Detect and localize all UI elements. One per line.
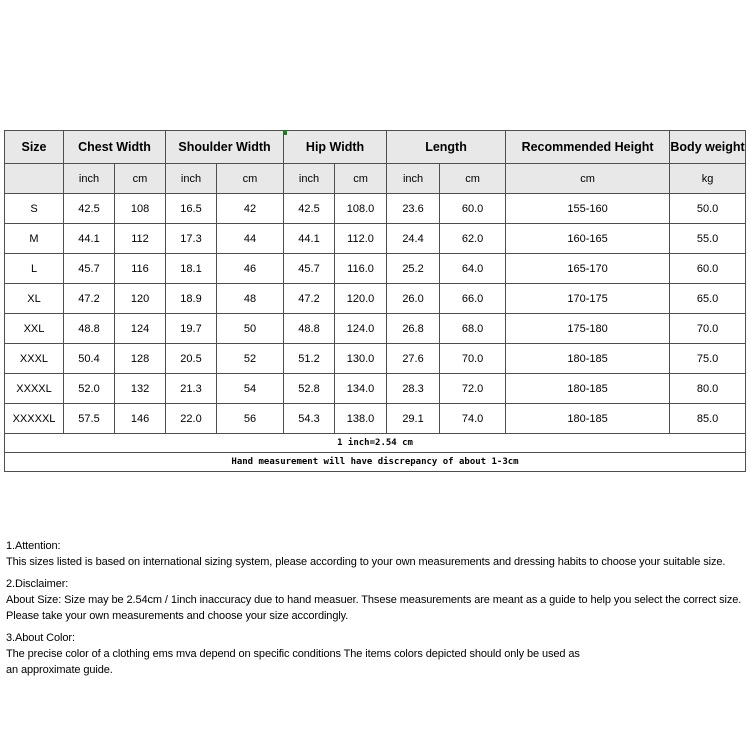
size-label-cell: S	[5, 194, 64, 224]
value-cell: 48	[217, 284, 284, 314]
value-cell: 108.0	[335, 194, 387, 224]
value-cell: 47.2	[284, 284, 335, 314]
value-cell: 42	[217, 194, 284, 224]
note-section-2	[6, 576, 750, 624]
table-row	[5, 404, 746, 434]
value-cell: 170-175	[506, 284, 670, 314]
value-cell: 51.2	[284, 344, 335, 374]
value-cell: 18.9	[166, 284, 217, 314]
value-cell: 44.1	[284, 224, 335, 254]
value-cell: 29.1	[387, 404, 440, 434]
value-cell: 19.7	[166, 314, 217, 344]
size-label-cell: XXXL	[5, 344, 64, 374]
col-unit-header-2: cm	[115, 164, 166, 194]
value-cell: 138.0	[335, 404, 387, 434]
col-group-header-2: Shoulder Width	[166, 131, 284, 164]
size-label-cell: XXL	[5, 314, 64, 344]
col-group-header-3: Hip Width	[284, 131, 387, 164]
table-row	[5, 254, 746, 284]
value-cell: 45.7	[284, 254, 335, 284]
note-line: About Size: Size may be 2.54cm / 1inch inaccuracy due to hand measuer. Thsese measurements are meant as a guide to help you select the correct size.	[6, 594, 742, 606]
col-unit-header-3: inch	[166, 164, 217, 194]
value-cell: 180-185	[506, 404, 670, 434]
header-unit-row	[5, 164, 746, 194]
note-heading: 3.About Color:	[6, 632, 75, 644]
value-cell: 62.0	[440, 224, 506, 254]
value-cell: 45.7	[64, 254, 115, 284]
value-cell: 134.0	[335, 374, 387, 404]
table-row	[5, 284, 746, 314]
value-cell: 70.0	[440, 344, 506, 374]
value-cell: 116	[115, 254, 166, 284]
value-cell: 47.2	[64, 284, 115, 314]
value-cell: 27.6	[387, 344, 440, 374]
value-cell: 16.5	[166, 194, 217, 224]
value-cell: 26.0	[387, 284, 440, 314]
col-unit-header-0	[5, 164, 64, 194]
footnote-cell: 1 inch=2.54 cm	[5, 434, 746, 453]
value-cell: 22.0	[166, 404, 217, 434]
value-cell: 160-165	[506, 224, 670, 254]
col-unit-header-10: kg	[670, 164, 746, 194]
value-cell: 50.0	[670, 194, 746, 224]
value-cell: 42.5	[284, 194, 335, 224]
table-row	[5, 374, 746, 404]
col-unit-header-4: cm	[217, 164, 284, 194]
value-cell: 155-160	[506, 194, 670, 224]
size-chart-header	[5, 131, 746, 194]
col-group-header-0: Size	[5, 131, 64, 164]
value-cell: 85.0	[670, 404, 746, 434]
value-cell: 180-185	[506, 374, 670, 404]
value-cell: 146	[115, 404, 166, 434]
col-group-header-6: Body weight	[670, 131, 746, 164]
footnote-cell: Hand measurement will have discrepancy of about 1-3cm	[5, 453, 746, 472]
value-cell: 55.0	[670, 224, 746, 254]
value-cell: 52.8	[284, 374, 335, 404]
value-cell: 120	[115, 284, 166, 314]
value-cell: 25.2	[387, 254, 440, 284]
value-cell: 60.0	[670, 254, 746, 284]
green-cell-marker-icon	[283, 130, 287, 135]
col-group-header-1: Chest Width	[64, 131, 166, 164]
value-cell: 52.0	[64, 374, 115, 404]
value-cell: 20.5	[166, 344, 217, 374]
value-cell: 130.0	[335, 344, 387, 374]
col-unit-header-6: cm	[335, 164, 387, 194]
size-label-cell: XXXXL	[5, 374, 64, 404]
value-cell: 80.0	[670, 374, 746, 404]
value-cell: 112	[115, 224, 166, 254]
note-line: The precise color of a clothing ems mva depend on specific conditions The items colors depicted should only be used as	[6, 648, 580, 660]
footnote-row	[5, 434, 746, 453]
value-cell: 54.3	[284, 404, 335, 434]
value-cell: 108	[115, 194, 166, 224]
value-cell: 46	[217, 254, 284, 284]
table-row	[5, 344, 746, 374]
value-cell: 65.0	[670, 284, 746, 314]
notes-section	[6, 538, 750, 684]
value-cell: 165-170	[506, 254, 670, 284]
value-cell: 56	[217, 404, 284, 434]
value-cell: 23.6	[387, 194, 440, 224]
footnote-row	[5, 453, 746, 472]
value-cell: 28.3	[387, 374, 440, 404]
value-cell: 124	[115, 314, 166, 344]
value-cell: 75.0	[670, 344, 746, 374]
note-section-1	[6, 538, 750, 570]
value-cell: 124.0	[335, 314, 387, 344]
note-line: This sizes listed is based on international sizing system, please according to your own measurements and dressing habits to choose your suitable size.	[6, 556, 726, 568]
size-label-cell: XL	[5, 284, 64, 314]
note-line: an approximate guide.	[6, 664, 113, 676]
value-cell: 54	[217, 374, 284, 404]
col-group-header-5: Recommended Height	[506, 131, 670, 164]
table-row	[5, 194, 746, 224]
value-cell: 120.0	[335, 284, 387, 314]
value-cell: 128	[115, 344, 166, 374]
value-cell: 21.3	[166, 374, 217, 404]
size-chart-body	[5, 194, 746, 472]
value-cell: 57.5	[64, 404, 115, 434]
size-label-cell: M	[5, 224, 64, 254]
col-unit-header-7: inch	[387, 164, 440, 194]
col-unit-header-8: cm	[440, 164, 506, 194]
size-chart-table	[4, 130, 746, 472]
value-cell: 44.1	[64, 224, 115, 254]
value-cell: 17.3	[166, 224, 217, 254]
col-unit-header-9: cm	[506, 164, 670, 194]
value-cell: 50	[217, 314, 284, 344]
value-cell: 112.0	[335, 224, 387, 254]
value-cell: 60.0	[440, 194, 506, 224]
table-row	[5, 314, 746, 344]
value-cell: 72.0	[440, 374, 506, 404]
value-cell: 48.8	[284, 314, 335, 344]
value-cell: 44	[217, 224, 284, 254]
col-unit-header-5: inch	[284, 164, 335, 194]
value-cell: 52	[217, 344, 284, 374]
size-label-cell: L	[5, 254, 64, 284]
value-cell: 18.1	[166, 254, 217, 284]
col-group-header-4: Length	[387, 131, 506, 164]
size-label-cell: XXXXXL	[5, 404, 64, 434]
value-cell: 66.0	[440, 284, 506, 314]
note-section-3	[6, 630, 750, 678]
note-heading: 1.Attention:	[6, 540, 61, 552]
value-cell: 42.5	[64, 194, 115, 224]
note-line: Please take your own measurements and choose your size accordingly.	[6, 610, 349, 622]
col-unit-header-1: inch	[64, 164, 115, 194]
value-cell: 175-180	[506, 314, 670, 344]
value-cell: 26.8	[387, 314, 440, 344]
value-cell: 132	[115, 374, 166, 404]
value-cell: 50.4	[64, 344, 115, 374]
value-cell: 24.4	[387, 224, 440, 254]
value-cell: 74.0	[440, 404, 506, 434]
value-cell: 116.0	[335, 254, 387, 284]
header-group-row	[5, 131, 746, 164]
value-cell: 68.0	[440, 314, 506, 344]
value-cell: 180-185	[506, 344, 670, 374]
value-cell: 48.8	[64, 314, 115, 344]
note-heading: 2.Disclaimer:	[6, 578, 69, 590]
value-cell: 64.0	[440, 254, 506, 284]
value-cell: 70.0	[670, 314, 746, 344]
table-row	[5, 224, 746, 254]
